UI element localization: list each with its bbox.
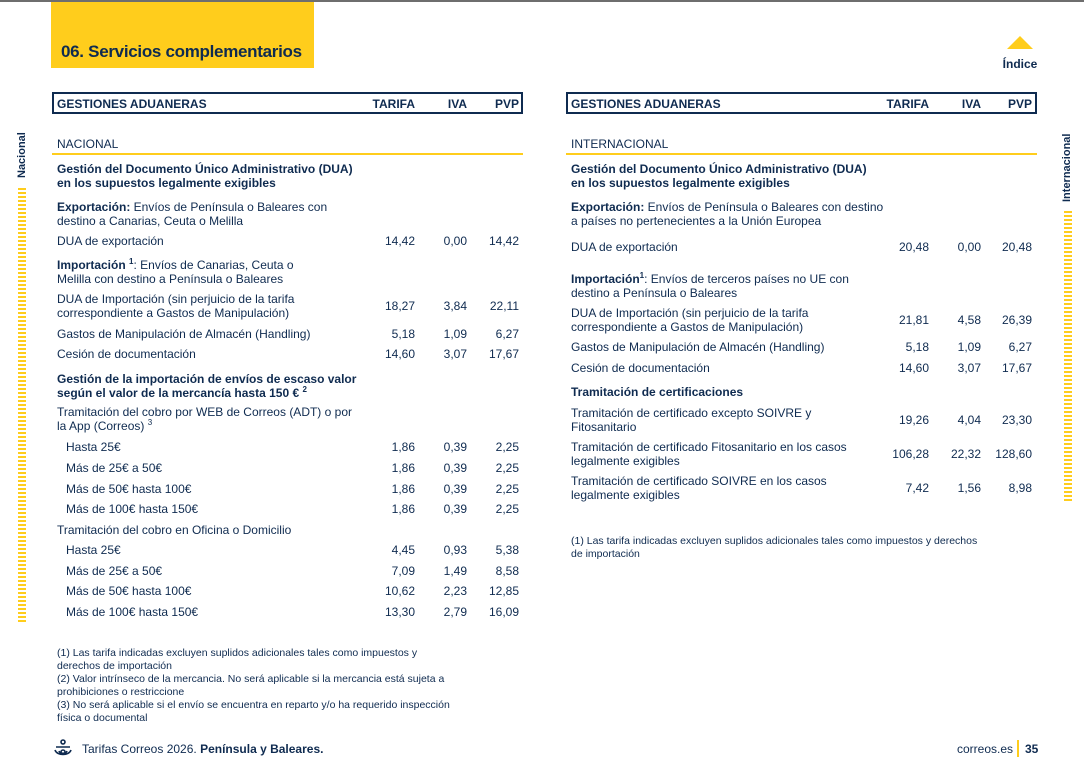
row-heading [52,258,523,286]
footer-divider [1017,740,1019,757]
row-label [66,482,191,496]
header-col-pvp: PVP [1007,97,1032,111]
row-label [571,385,743,399]
row-text: Más de 25€ a 50€ [66,564,163,578]
footer-label: Tarifas Correos 2026. [82,742,201,756]
row-text: Gastos de Manipulación de Almacén (Handling) [571,340,825,354]
row-label [571,240,678,254]
cell-tarifa: 14,42 [384,234,415,248]
table-row [52,543,523,557]
table-row [566,340,1037,354]
table-row [52,584,523,598]
cell-iva: 4,58 [957,313,981,327]
cell-tarifa: 1,86 [391,482,415,496]
row-label [57,372,356,400]
row-lead: Importación [57,258,130,272]
table-row [52,327,523,341]
row-label [57,162,353,190]
cell-pvp: 20,48 [1001,240,1032,254]
row-label [571,474,827,502]
cell-pvp: 6,27 [1008,340,1032,354]
footnote-ref: 1 [129,257,134,266]
cell-pvp: 17,67 [488,347,519,361]
table-row [566,306,1037,334]
table-row [566,361,1037,375]
row-text: Hasta 25€ [66,440,121,454]
cell-iva: 3,07 [443,347,467,361]
table-header [52,92,523,114]
row-label [57,200,327,228]
row-label [66,605,198,619]
footnote-ref: 1 [639,271,645,280]
cell-tarifa: 1,86 [391,502,415,516]
row-lead: Exportación: [57,200,131,214]
table-row [566,474,1037,502]
table-row [52,605,523,619]
row-label [571,406,811,434]
row-text: Tramitación del cobro por WEB de Correos (ADT) o por la App (Correos) [57,405,352,433]
table-row [52,292,523,320]
cell-tarifa: 106,28 [892,447,929,461]
table-row [566,406,1037,434]
row-label [57,234,164,248]
row-text: DUA de exportación [57,234,164,248]
table-row [52,482,523,496]
index-link[interactable] [1000,36,1040,71]
row-heading [566,272,1037,300]
cell-pvp: 22,11 [489,299,519,313]
cell-tarifa: 7,42 [905,481,929,495]
row-text: Más de 50€ hasta 100€ [66,584,192,598]
cell-pvp: 23,30 [1001,413,1032,427]
row-text: Gestión del Documento Único Administrativo (DUA) en los supuestos legalmente exigibles [57,162,353,190]
row-text: Más de 100€ hasta 150€ [66,605,199,619]
cell-pvp: 12,85 [488,584,519,598]
row-text: Más de 100€ hasta 150€ [66,502,199,516]
footnotes-nacional: (1) Las tarifa indicadas excluyen suplidos adicionales tales como impuestos y derechos de importación (2) Valor intrínseco de la mercancia. No será aplicable si la mercancia está sujeta a prohibiciones o restriccione (3) No será aplicable si el envío se encuentra en reparto y/o ha requerido inspección física o documental [57,647,450,724]
page-number: 35 [1025,742,1039,756]
section-title-box [51,2,314,68]
side-stripe-right [1064,211,1072,501]
cell-tarifa: 5,18 [391,327,415,341]
cell-iva: 0,39 [443,440,467,454]
cell-pvp: 16,09 [488,605,519,619]
cell-iva: 1,09 [443,327,467,341]
cell-pvp: 14,42 [488,234,519,248]
cell-tarifa: 18,27 [384,299,415,313]
row-label [571,162,867,190]
cell-tarifa: 14,60 [384,347,415,361]
cell-iva: 1,49 [443,564,467,578]
row-heading [52,523,523,537]
triangle-up-icon [1007,36,1033,49]
row-label [66,440,121,454]
cell-tarifa: 7,09 [391,564,415,578]
cell-iva: 0,00 [957,240,981,254]
row-text: : Envíos de Canarias, Ceuta o Melilla con destino a Península o Baleares [57,258,294,286]
table-header [566,92,1037,114]
side-label-nacional: Nacional [16,132,28,178]
row-label [57,258,294,286]
row-text: DUA de Importación (sin perjuicio de la tarifa correspondiente a Gastos de Manipulación) [571,306,809,334]
table-row [566,440,1037,468]
row-text: Tramitación del cobro en Oficina o Domicilio [57,523,292,537]
table-row [52,564,523,578]
cell-iva: 0,39 [443,482,467,496]
cell-tarifa: 4,45 [391,543,415,557]
header-title: GESTIONES ADUANERAS [57,97,207,111]
header-col-iva: IVA [447,97,467,111]
row-label [66,461,162,475]
cell-iva: 1,09 [957,340,981,354]
row-text: Cesión de documentación [57,347,196,361]
footnote-ref: 3 [147,418,153,427]
row-text: DUA de exportación [571,240,678,254]
row-label [57,405,352,433]
row-label [57,292,294,320]
row-label [66,584,191,598]
cell-tarifa: 20,48 [898,240,929,254]
row-text: Gestión del Documento Único Administrativo (DUA) en los supuestos legalmente exigibles [571,162,867,190]
table-row [52,440,523,454]
cell-pvp: 26,39 [1001,313,1032,327]
row-heading [52,162,523,190]
row-label [571,200,883,228]
cell-tarifa: 19,26 [898,413,929,427]
cell-pvp: 2,25 [495,502,519,516]
row-label [66,502,198,516]
cell-iva: 3,84 [443,299,467,313]
cell-pvp: 17,67 [1001,361,1032,375]
cell-iva: 22,32 [950,447,981,461]
page-title: 06. Servicios complementarios [61,42,302,61]
row-label [57,347,196,361]
row-text: Hasta 25€ [66,543,121,557]
header-col-tarifa: TARIFA [372,97,415,111]
cell-pvp: 8,58 [495,564,519,578]
row-label [571,272,849,300]
cell-pvp: 128,60 [995,447,1032,461]
row-text: Envíos de Península o Baleares con destino a Canarias, Ceuta o Melilla [57,200,328,228]
row-text: NACIONAL [57,137,119,151]
row-heading [52,372,523,400]
cell-iva: 2,23 [443,584,467,598]
row-text: Gestión de la importación de envíos de escaso valor según el valor de la mercancía hasta 150 € [57,372,357,400]
cell-tarifa: 21,81 [898,313,929,327]
cell-iva: 4,04 [957,413,981,427]
row-lead: Importación [571,272,640,286]
row-label [57,137,118,151]
section-header [52,137,523,155]
cell-tarifa: 1,86 [391,440,415,454]
row-text: Envíos de Península o Baleares con destino a países no pertenecientes a la Unión Europea [571,200,884,228]
row-label [571,306,808,334]
table-row [52,502,523,516]
row-heading [566,200,1037,228]
correos-logo-icon [52,739,74,762]
row-text: Tramitación de certificado SOIVRE en los casos legalmente exigibles [571,474,827,502]
cell-tarifa: 13,30 [384,605,415,619]
row-heading [52,405,523,433]
row-heading [566,162,1037,190]
cell-pvp: 8,98 [1008,481,1032,495]
row-label [57,523,291,537]
header-title: GESTIONES ADUANERAS [571,97,721,111]
cell-tarifa: 5,18 [905,340,929,354]
table-row [52,461,523,475]
row-label [57,327,310,341]
row-text: Más de 25€ a 50€ [66,461,163,475]
cell-tarifa: 10,62 [384,584,415,598]
row-lead: Exportación: [571,200,645,214]
cell-iva: 0,39 [443,502,467,516]
cell-tarifa: 14,60 [898,361,929,375]
cell-iva: 2,79 [443,605,467,619]
cell-pvp: 5,38 [495,543,519,557]
table-row [52,234,523,248]
footer-site-link[interactable]: correos.es [957,742,1014,756]
cell-tarifa: 1,86 [391,461,415,475]
row-text: Tramitación de certificado excepto SOIVRE y Fitosanitario [571,406,812,434]
row-label [66,543,121,557]
index-label: Índice [1002,57,1038,71]
cell-pvp: 2,25 [495,482,519,496]
footer-text [82,742,323,756]
row-text: Gastos de Manipulación de Almacén (Handling) [57,327,311,341]
side-label-internacional: Internacional [1061,133,1073,202]
row-label [571,440,847,468]
row-text: Más de 50€ hasta 100€ [66,482,192,496]
side-stripe-left [18,188,26,622]
footnote-ref: 2 [302,385,307,394]
cell-iva: 0,93 [443,543,467,557]
cell-iva: 1,56 [957,481,981,495]
header-col-tarifa: TARIFA [886,97,929,111]
row-text: INTERNACIONAL [571,137,669,151]
cell-iva: 0,39 [443,461,467,475]
row-label [571,361,710,375]
cell-iva: 3,07 [957,361,981,375]
section-header [566,137,1037,155]
footer-label-bold: Península y Baleares. [200,742,324,756]
header-col-pvp: PVP [494,97,519,111]
table-row [52,347,523,361]
row-heading [566,385,1037,399]
row-label [571,340,824,354]
row-label [571,137,668,151]
row-text: Cesión de documentación [571,361,710,375]
row-label [66,564,162,578]
cell-iva: 0,00 [443,234,467,248]
cell-pvp: 6,27 [495,327,519,341]
footnotes-internacional: (1) Las tarifa indicadas excluyen suplidos adicionales tales como impuestos y derechos de importación [571,535,978,560]
table-row [566,240,1037,254]
header-col-iva: IVA [961,97,981,111]
row-text: DUA de Importación (sin perjuicio de la tarifa correspondiente a Gastos de Manipulación) [57,292,295,320]
row-text: Tramitación de certificaciones [571,385,744,399]
row-text: : Envíos de terceros países no UE con destino a Península o Baleares [571,272,849,300]
cell-pvp: 2,25 [495,461,519,475]
row-text: Tramitación de certificado Fitosanitario en los casos legalmente exigibles [571,440,847,468]
cell-pvp: 2,25 [495,440,519,454]
row-heading [52,200,523,228]
